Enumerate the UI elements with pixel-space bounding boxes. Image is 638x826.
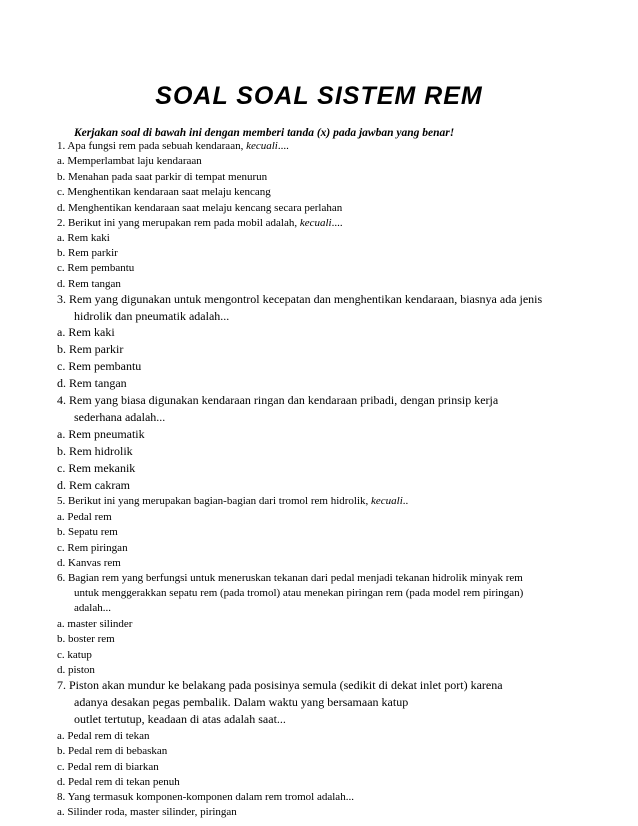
answer-option <box>57 325 115 339</box>
question-line <box>57 678 503 692</box>
line-text: a. Memperlambat laju kendaraan <box>57 155 202 167</box>
answer-option <box>57 632 115 646</box>
line-text: a. master silinder <box>57 618 133 630</box>
line-text: 2. Berikut ini yang merupakan rem pada mobil adalah, <box>57 217 300 229</box>
line-text: c. Rem piringan <box>57 542 128 554</box>
emphasis-text: kecuali <box>371 495 403 507</box>
line-text: 6. Bagian rem yang berfungsi untuk meneruskan tekanan dari pedal menjadi tekanan hidrolik minyak rem <box>57 572 523 584</box>
line-text: d. Rem tangan <box>57 376 127 390</box>
line-text: d. Menghentikan kendaraan saat melaju kencang secara perlahan <box>57 202 343 214</box>
answer-option <box>57 744 167 758</box>
answer-option <box>57 461 135 475</box>
line-text: b. Menahan pada saat parkir di tempat menurun <box>57 171 268 183</box>
line-text: sederhana adalah... <box>74 410 166 424</box>
line-text: a. Pedal rem <box>57 511 112 523</box>
line-text: d. Rem cakram <box>57 478 130 492</box>
line-text: b. Rem parkir <box>57 247 118 259</box>
answer-option <box>57 617 132 631</box>
line-text: 8. Yang termasuk komponen-komponen dalam rem tromol adalah... <box>57 791 354 803</box>
line-text: b. Rem hidrolik <box>57 444 133 458</box>
line-text: c. Menghentikan kendaraan saat melaju kencang <box>57 186 271 198</box>
line-text: c. Rem mekanik <box>57 461 136 475</box>
answer-option <box>57 760 159 774</box>
answer-option <box>57 427 145 441</box>
answer-option <box>57 556 121 570</box>
question-line <box>57 494 408 508</box>
question-line <box>57 139 289 153</box>
line-text: c. Pedal rem di biarkan <box>57 761 159 773</box>
line-text: 3. Rem yang digunakan untuk mengontrol kecepatan dan menghentikan kendaraan, biasnya ada jenis <box>57 292 543 306</box>
line-text: a. Silinder roda, master silinder, piringan <box>57 806 237 818</box>
answer-option <box>57 663 95 677</box>
question-continuation <box>74 586 523 600</box>
question-continuation <box>74 712 286 726</box>
line-text: adanya desakan pegas pembalik. Dalam waktu yang bersamaan katup <box>74 695 409 709</box>
line-text: c. Rem pembantu <box>57 359 142 373</box>
line-text: a. Pedal rem di tekan <box>57 730 150 742</box>
answer-option <box>57 170 267 184</box>
answer-option <box>57 525 118 539</box>
answer-option <box>57 729 150 743</box>
line-text: a. Rem kaki <box>57 325 115 339</box>
page-title: SOAL SOAL SISTEM REM <box>155 82 483 110</box>
answer-option <box>57 231 110 245</box>
answer-option <box>57 201 342 215</box>
answer-option <box>57 775 180 789</box>
question-continuation <box>74 309 229 323</box>
question-continuation <box>74 410 165 424</box>
answer-option <box>57 185 271 199</box>
line-text: 1. Apa fungsi rem pada sebuah kendaraan, <box>57 140 247 152</box>
line-text: a. Rem kaki <box>57 232 110 244</box>
line-text: adalah... <box>74 602 111 614</box>
line-text: d. piston <box>57 664 95 676</box>
line-text: d. Rem tangan <box>57 278 121 290</box>
instruction-text: Kerjakan soal di bawah ini dengan memberi tanda (x) pada jawban yang benar! <box>74 127 455 139</box>
question-line <box>57 216 343 230</box>
line-text: hidrolik dan pneumatik adalah... <box>74 309 230 323</box>
answer-option <box>57 510 112 524</box>
answer-option <box>57 359 141 373</box>
line-text: b. Pedal rem di bebaskan <box>57 745 168 757</box>
line-text: 7. Piston akan mundur ke belakang pada posisinya semula (sedikit di dekat inlet port) karena <box>57 678 503 692</box>
line-text: b. boster rem <box>57 633 115 645</box>
line-text: c. katup <box>57 649 92 661</box>
answer-option <box>57 154 202 168</box>
answer-option <box>57 246 118 260</box>
answer-option <box>57 805 237 819</box>
line-text: c. Rem pembantu <box>57 262 135 274</box>
question-line <box>57 393 498 407</box>
question-continuation <box>74 695 408 709</box>
answer-option <box>57 376 127 390</box>
answer-option <box>57 277 121 291</box>
answer-option <box>57 478 130 492</box>
line-text: untuk menggerakkan sepatu rem (pada tromol) atau menekan piringan rem (pada model rem piringan) <box>74 587 524 599</box>
line-text: outlet tertutup, keadaan di atas adalah saat... <box>74 712 286 726</box>
question-line <box>57 790 354 804</box>
line-text: 4. Rem yang biasa digunakan kendaraan ringan dan kendaraan pribadi, dengan prinsip kerja <box>57 393 499 407</box>
line-text: b. Sepatu rem <box>57 526 118 538</box>
line-text: a. Rem pneumatik <box>57 427 145 441</box>
question-continuation <box>74 601 111 615</box>
answer-option <box>57 444 133 458</box>
line-text: 5. Berikut ini yang merupakan bagian-bagian dari tromol rem hidrolik, <box>57 495 372 507</box>
line-tail: .. <box>402 495 409 507</box>
question-line <box>57 571 523 585</box>
answer-option <box>57 261 134 275</box>
answer-option <box>57 541 128 555</box>
line-text: b. Rem parkir <box>57 342 124 356</box>
line-tail: .... <box>277 140 289 152</box>
answer-option <box>57 342 123 356</box>
emphasis-text: kecuali <box>246 140 278 152</box>
line-text: d. Pedal rem di tekan penuh <box>57 776 180 788</box>
answer-option <box>57 648 92 662</box>
line-text: d. Kanvas rem <box>57 557 121 569</box>
question-line <box>57 292 542 306</box>
emphasis-text: kecuali <box>299 217 332 229</box>
line-tail: .... <box>331 217 343 229</box>
